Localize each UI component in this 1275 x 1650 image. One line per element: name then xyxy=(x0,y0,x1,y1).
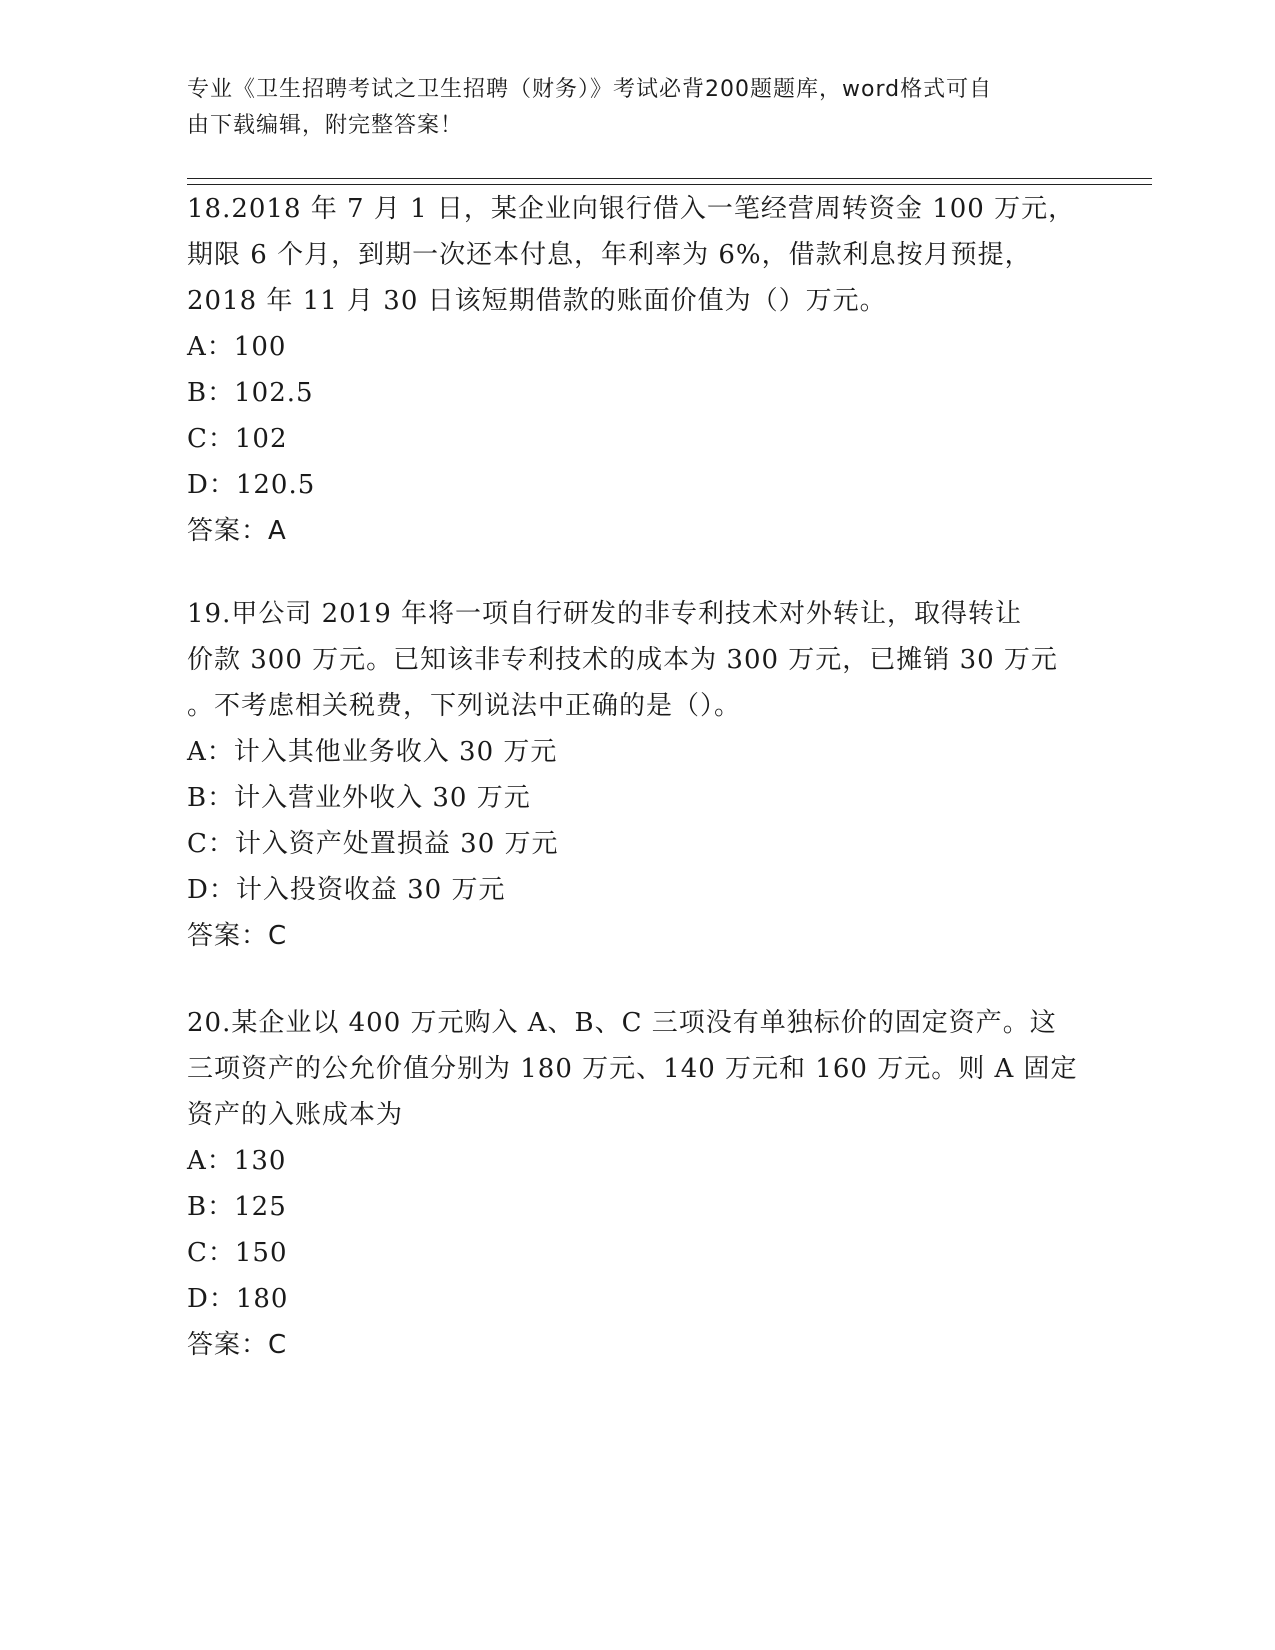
question-19 xyxy=(187,591,1077,959)
question-18 xyxy=(187,186,1077,554)
question-stem xyxy=(187,186,1077,324)
option-c: C：102 xyxy=(187,424,288,454)
stem-line: 20.某企业以 400 万元购入 A、B、C 三项没有单独标价的固定资产。这 xyxy=(187,1008,1057,1038)
answer: 答案：C xyxy=(187,921,288,951)
question-stem xyxy=(187,1000,1077,1138)
option-d: D：180 xyxy=(187,1284,289,1314)
option-b: B：125 xyxy=(187,1192,287,1222)
option-a: A：计入其他业务收入 30 万元 xyxy=(187,737,558,767)
stem-line: 期限 6 个月，到期一次还本付息，年利率为 6%，借款利息按月预提， xyxy=(187,240,1032,270)
option-b: B：计入营业外收入 30 万元 xyxy=(187,783,531,813)
header-line-1: 专业《卫生招聘考试之卫生招聘（财务）》考试必背200题题库，word格式可自 xyxy=(187,77,993,102)
option-a: A：100 xyxy=(187,332,287,362)
document-header xyxy=(187,72,1067,144)
stem-line: 19.甲公司 2019 年将一项自行研发的非专利技术对外转让，取得转让 xyxy=(187,599,1023,629)
answer: 答案：C xyxy=(187,1330,288,1360)
option-c: C：计入资产处置损益 30 万元 xyxy=(187,829,559,859)
answer: 答案：A xyxy=(187,516,287,546)
header-divider-top xyxy=(187,178,1152,179)
option-c: C：150 xyxy=(187,1238,288,1268)
option-d: D：120.5 xyxy=(187,470,316,500)
stem-line: 资产的入账成本为 xyxy=(187,1100,404,1130)
stem-line: 2018 年 11 月 30 日该短期借款的账面价值为（）万元。 xyxy=(187,286,887,316)
stem-line: 价款 300 万元。已知该非专利技术的成本为 300 万元，已摊销 30 万元 xyxy=(187,645,1058,675)
question-stem xyxy=(187,591,1077,729)
header-divider-bottom xyxy=(187,184,1152,185)
stem-line: 三项资产的公允价值分别为 180 万元、140 万元和 160 万元。则 A 固定 xyxy=(187,1054,1078,1084)
option-b: B：102.5 xyxy=(187,378,314,408)
question-20 xyxy=(187,1000,1077,1368)
option-d: D：计入投资收益 30 万元 xyxy=(187,875,506,905)
stem-line: 。不考虑相关税费，下列说法中正确的是（）。 xyxy=(187,691,742,721)
option-a: A：130 xyxy=(187,1146,287,1176)
stem-line: 18.2018 年 7 月 1 日，某企业向银行借入一笔经营周转资金 100 万元， xyxy=(187,194,1076,224)
header-line-2: 由下载编辑，附完整答案！ xyxy=(187,113,464,138)
